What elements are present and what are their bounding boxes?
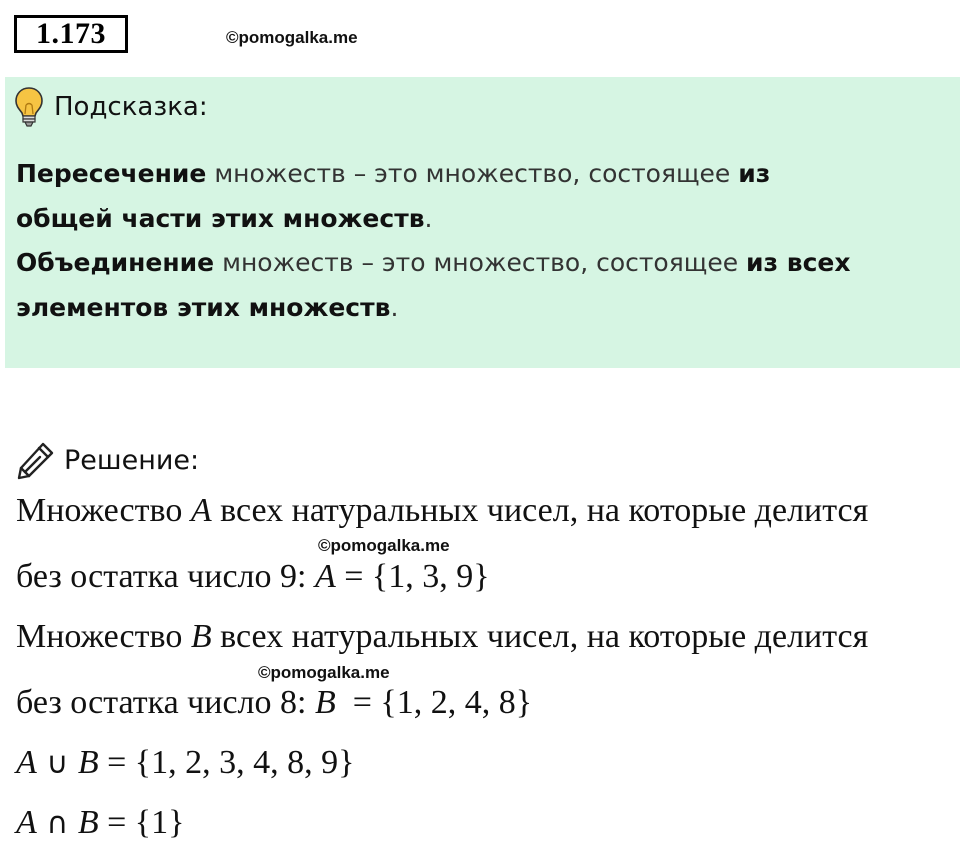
definition-bold: из [738, 159, 771, 188]
definition-end: . [390, 293, 399, 322]
definition-text: множеств – это множество, состоящее [206, 159, 739, 188]
definition-bold: общей части этих множеств [16, 204, 425, 233]
math-variable: A [16, 804, 37, 841]
pencil-icon [16, 440, 56, 480]
solution-line-b-1 [16, 618, 868, 656]
math-variable: B [77, 804, 99, 841]
intersection-result [16, 804, 184, 842]
math-variable: A [16, 744, 37, 781]
text: = {1} [98, 804, 185, 841]
definition-bold: из всех [746, 248, 851, 277]
text: Множество [16, 492, 191, 529]
text: = {1, 2, 3, 4, 8, 9} [98, 744, 355, 781]
text: всех натуральных чисел, на которые делится [211, 492, 869, 529]
definition-text: множеств – это множество, состоящее [214, 248, 747, 277]
hint-intersection-definition [16, 151, 946, 241]
math-variable: A [314, 558, 336, 595]
definition-end: . [424, 204, 433, 233]
text: без остатка число 9: [16, 558, 315, 595]
hint-header [14, 85, 208, 129]
intersection-operator: ∩ [36, 806, 78, 841]
text: всех натуральных чисел, на которые делится [211, 618, 869, 655]
lightbulb-icon [14, 86, 44, 128]
solution-title: Решение: [64, 444, 200, 476]
union-operator: ∪ [36, 746, 78, 781]
watermark: ©pomogalka.me [258, 663, 390, 682]
watermark: ©pomogalka.me [226, 28, 358, 47]
hint-union-definition [16, 240, 946, 330]
solution-header [16, 436, 199, 484]
text: = {1, 3, 9} [335, 558, 490, 595]
watermark: ©pomogalka.me [318, 536, 450, 555]
text: без остатка число 8: [16, 684, 315, 721]
solution-line-a-2 [16, 558, 490, 596]
definition-bold: элементов этих множеств [16, 293, 391, 322]
hint-title: Подсказка: [54, 92, 208, 122]
solution-line-b-2 [16, 684, 532, 722]
union-result [16, 744, 354, 782]
math-variable: B [190, 618, 212, 655]
math-variable: B [77, 744, 99, 781]
task-number: 1.173 [14, 15, 128, 53]
term-intersection: Пересечение [16, 159, 207, 188]
math-variable: B [314, 684, 336, 721]
text: Множество [16, 618, 191, 655]
text: = {1, 2, 4, 8} [335, 684, 533, 721]
math-variable: A [190, 492, 212, 529]
solution-line-a-1 [16, 492, 868, 530]
term-union: Объединение [16, 248, 215, 277]
